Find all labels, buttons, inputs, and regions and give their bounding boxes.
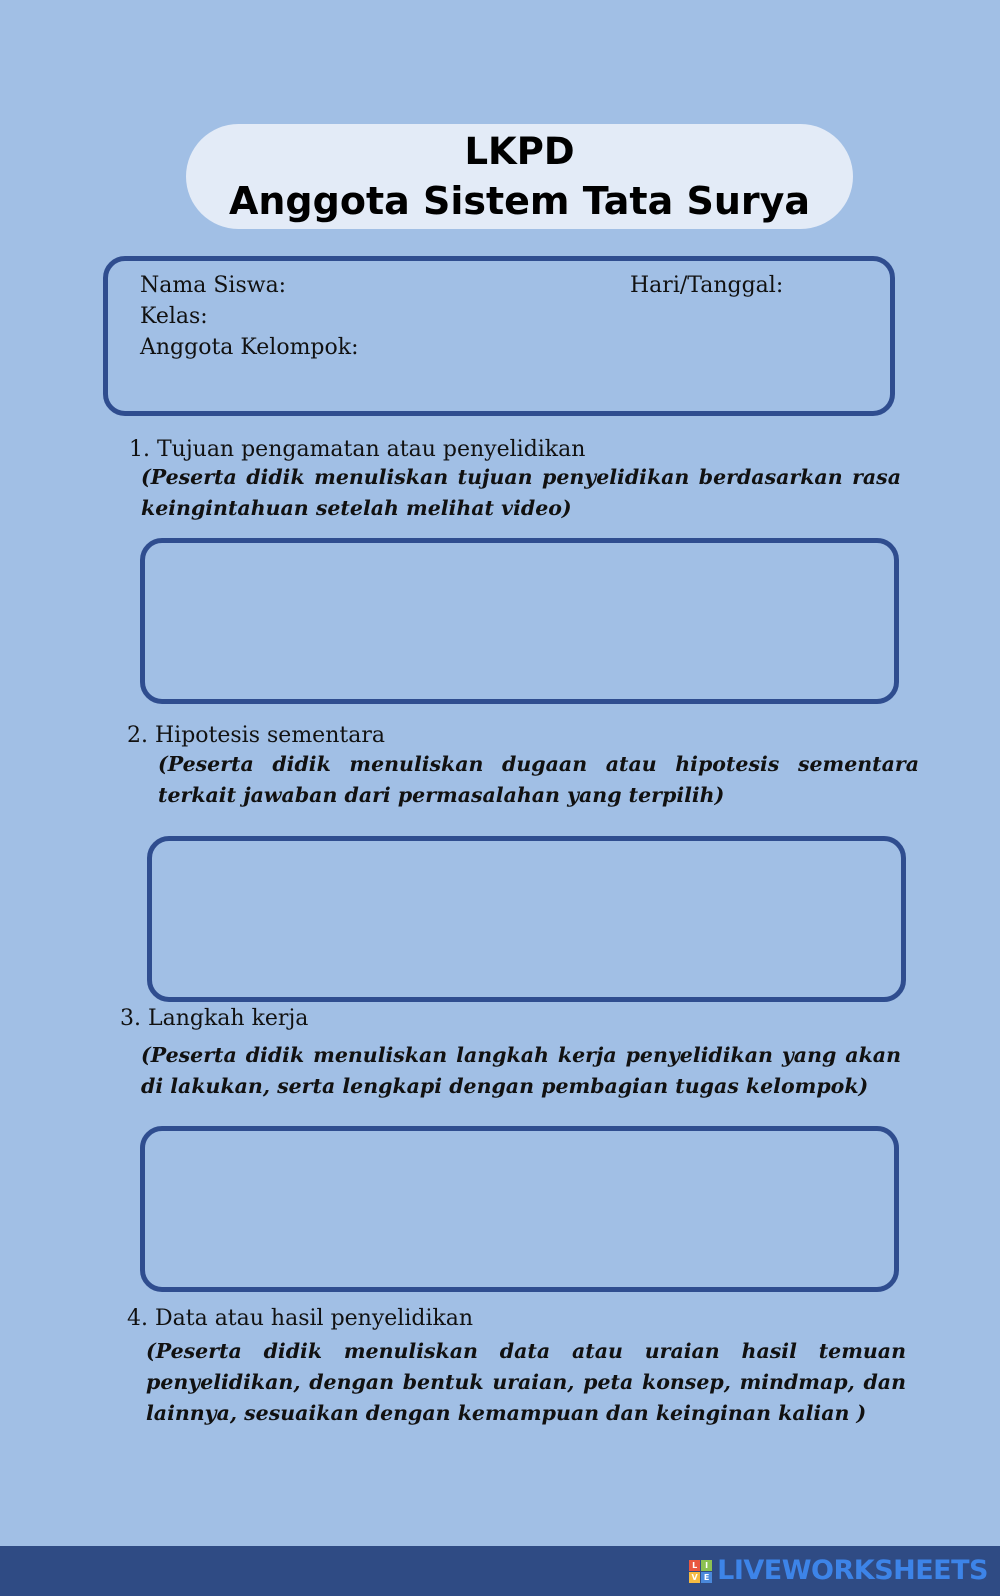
- question-2-instruction: (Peserta didik menuliskan dugaan atau hipotesis sementara terkait jawaban dari permasalahan yang terpilih): [158, 752, 919, 807]
- question-2-title: 2. Hipotesis sementara: [127, 723, 385, 748]
- liveworksheets-brand: LIVEWORKSHEETS: [717, 1555, 988, 1586]
- title-banner: [186, 124, 853, 229]
- group-members-label: Anggota Kelompok:: [140, 335, 359, 360]
- answer-box-1[interactable]: [140, 538, 899, 704]
- liveworksheets-logo[interactable]: [689, 1556, 988, 1586]
- question-4-title: 4. Data atau hasil penyelidikan: [127, 1306, 474, 1331]
- question-3-title: 3. Langkah kerja: [120, 1006, 309, 1031]
- logo-letter-v: V: [689, 1572, 700, 1583]
- footer-bar: [0, 1546, 1000, 1596]
- answer-box-2[interactable]: [147, 836, 906, 1002]
- question-4-instruction: (Peserta didik menuliskan data atau uraian hasil temuan penyelidikan, dengan bentuk uraian, peta konsep, mindmap, dan lainnya, sesuaikan dengan kemampuan dan keinginan kalian ): [146, 1339, 906, 1425]
- worksheet-topic-title: Anggota Sistem Tata Surya: [228, 179, 811, 223]
- student-name-label: Nama Siswa:: [140, 273, 287, 298]
- answer-box-3[interactable]: [140, 1126, 899, 1292]
- class-label: Kelas:: [140, 304, 208, 329]
- student-identity-box: [103, 256, 895, 416]
- logo-letter-i: I: [701, 1560, 712, 1571]
- logo-letter-l: L: [689, 1560, 700, 1571]
- question-3-instruction: (Peserta didik menuliskan langkah kerja penyelidikan yang akan di lakukan, serta lengkapi dengan pembagian tugas kelompok): [141, 1043, 901, 1098]
- liveworksheets-icon: [689, 1560, 712, 1583]
- question-1-instruction: (Peserta didik menuliskan tujuan penyelidikan berdasarkan rasa keingintahuan setelah melihat video): [141, 465, 901, 520]
- date-label: Hari/Tanggal:: [630, 273, 784, 298]
- logo-letter-e: E: [701, 1572, 712, 1583]
- worksheet-type-title: LKPD: [464, 130, 575, 173]
- question-1-title: 1. Tujuan pengamatan atau penyelidikan: [129, 437, 586, 462]
